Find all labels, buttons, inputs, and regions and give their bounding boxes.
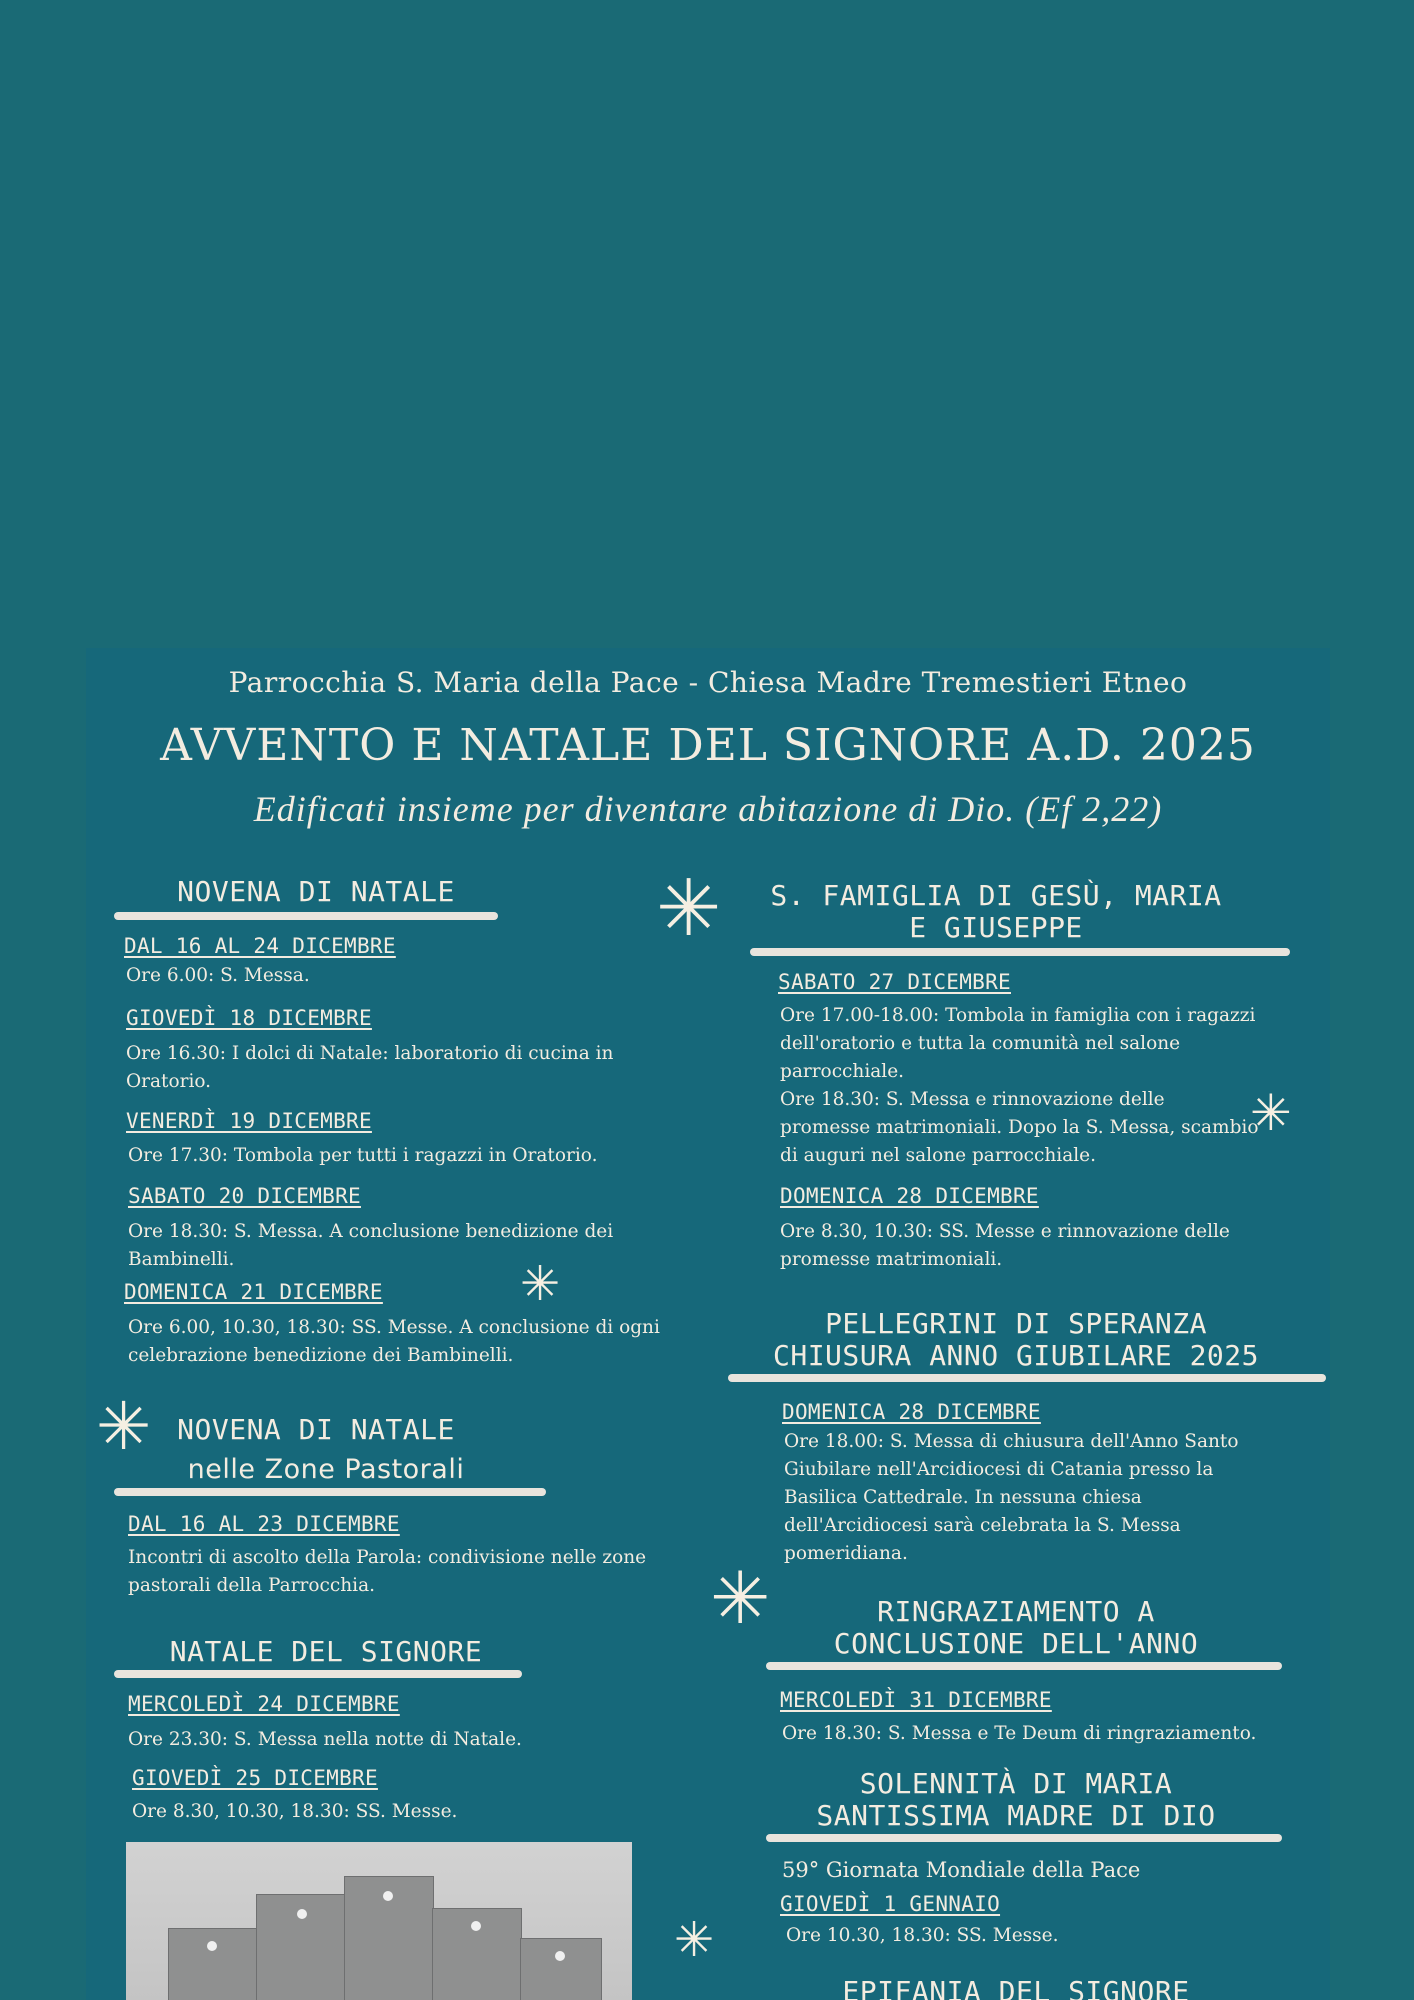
maria-date-1: GIOVEDÌ 1 GENNAIO [780,1892,1001,1916]
ringraziamento-heading-line1: RINGRAZIAMENTO A [877,1595,1155,1628]
maria-heading-bar [766,1834,1282,1842]
natale-text-2: Ore 8.30, 10.30, 18.30: SS. Messe. [132,1801,458,1822]
novena-date-1: DAL 16 AL 24 DICEMBRE [124,934,396,958]
epifania-heading: EPIFANIA DEL SIGNORE [842,1975,1190,2000]
ringraziamento-date-1: MERCOLEDÌ 31 DICEMBRE [780,1688,1052,1712]
event-poster [86,648,1330,2000]
novena-date-4: SABATO 20 DICEMBRE [128,1184,361,1208]
giubileo-heading-line2: CHIUSURA ANNO GIUBILARE 2025 [772,1339,1259,1372]
famiglia-date-2: DOMENICA 28 DICEMBRE [780,1184,1039,1208]
giubileo-heading-line1: PELLEGRINI DI SPERANZA [825,1307,1207,1340]
novena-text-1: Ore 6.00: S. Messa. [126,965,310,986]
famiglia-text-2: Ore 8.30, 10.30: SS. Messe e rinnovazione delle promesse matrimoniali. [780,1221,1230,1270]
giubileo-text-1: Ore 18.00: S. Messa di chiusura dell'Anno Santo Giubilare nell'Arcidiocesi di Catania presso la Basilica Cattedrale. In nessuna chiesa dell'Arcidiocesi sarà celebrata la S. Messa pomeridiana. [784,1431,1239,1564]
maria-heading-line2: SANTISSIMA MADRE DI DIO [816,1799,1216,1832]
zone-heading-line2: nelle Zone Pastorali [187,1454,465,1485]
novena-date-2: GIOVEDÌ 18 DICEMBRE [126,1006,372,1030]
zone-date-1: DAL 16 AL 23 DICEMBRE [128,1512,400,1536]
star-icon: ✳ [656,864,722,954]
maria-heading-line1: SOLENNITÀ DI MARIA [859,1767,1173,1800]
parish-name: Parrocchia S. Maria della Pace - Chiesa Madre Tremestieri Etneo [228,666,1188,699]
famiglia-date-1: SABATO 27 DICEMBRE [778,970,1011,994]
zone-heading-line1: NOVENA DI NATALE [177,1413,455,1446]
poster-motto: Edificati insieme per diventare abitazione di Dio. (Ef 2,22) [253,789,1163,829]
giubileo-heading-bar [728,1374,1326,1382]
natale-heading: NATALE DEL SIGNORE [169,1635,483,1668]
natale-heading-bar [114,1670,522,1678]
novena-text-2: Ore 16.30: I dolci di Natale: laboratorio di cucina in Oratorio. [126,1043,614,1092]
novena-text-5: Ore 6.00, 10.30, 18.30: SS. Messe. A conclusione di ogni celebrazione benedizione dei Bambinelli. [128,1317,660,1366]
zone-text-1: Incontri di ascolto della Parola: condivisione nelle zone pastorali della Parrocchia. [128,1547,647,1596]
star-icon: ✳ [1250,1084,1292,1142]
novena-date-3: VENERDÌ 19 DICEMBRE [126,1109,372,1133]
ringraziamento-text-1: Ore 18.30: S. Messa e Te Deum di ringraziamento. [782,1723,1257,1744]
zone-heading-bar [114,1488,546,1496]
famiglia-text-1b: Ore 18.30: S. Messa e rinnovazione delle promesse matrimoniali. Dopo la S. Messa, scambio di auguri nel salone parrocchiale. [780,1089,1259,1166]
maria-note: 59° Giornata Mondiale della Pace [782,1858,1141,1882]
famiglia-heading-line2: E GIUSEPPE [909,911,1083,944]
star-icon: ✳ [96,1388,152,1465]
famiglia-heading-bar [750,948,1290,956]
natale-date-2: GIOVEDÌ 25 DICEMBRE [132,1766,378,1790]
novena-text-3: Ore 17.30: Tombola per tutti i ragazzi in Oratorio. [128,1145,598,1166]
maria-text-1: Ore 10.30, 18.30: SS. Messe. [786,1925,1059,1946]
famiglia-text-1: Ore 17.00-18.00: Tombola in famiglia con i ragazzi dell'oratorio e tutta la comunità nel salone parrocchiale. [780,1005,1256,1082]
nativity-sculpture-photo [126,1842,632,2000]
star-icon: ✳ [520,1256,561,1312]
novena-heading-bar [114,912,498,920]
star-icon: ✳ [674,1912,715,1968]
novena-heading: NOVENA DI NATALE [177,875,455,908]
giubileo-date-1: DOMENICA 28 DICEMBRE [782,1400,1041,1424]
ringraziamento-heading-line2: CONCLUSIONE DELL'ANNO [833,1627,1199,1660]
famiglia-heading-line1: S. FAMIGLIA DI GESÙ, MARIA [770,879,1222,912]
novena-date-5: DOMENICA 21 DICEMBRE [124,1280,383,1304]
poster-title: AVVENTO E NATALE DEL SIGNORE A.D. 2025 [160,720,1256,771]
natale-date-1: MERCOLEDÌ 24 DICEMBRE [128,1692,400,1716]
novena-text-4: Ore 18.30: S. Messa. A conclusione benedizione dei Bambinelli. [128,1221,614,1270]
natale-text-1: Ore 23.30: S. Messa nella notte di Natale. [128,1729,522,1750]
star-icon: ✳ [710,1556,771,1640]
ringraziamento-heading-bar [766,1662,1282,1670]
